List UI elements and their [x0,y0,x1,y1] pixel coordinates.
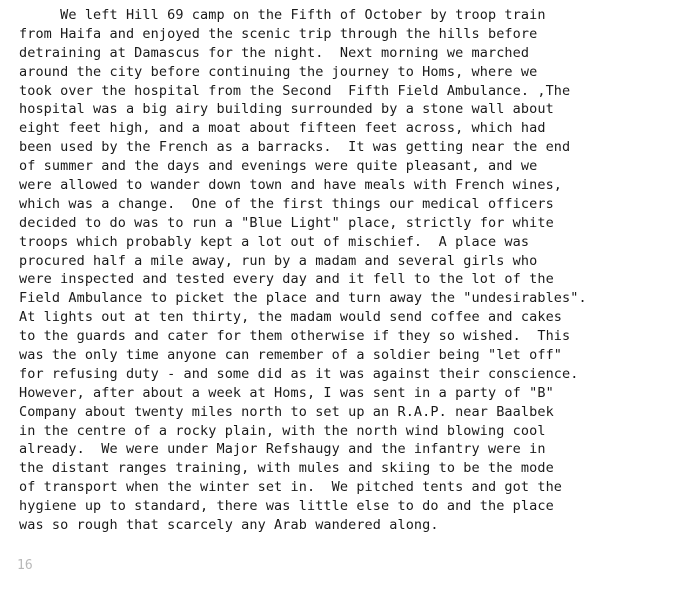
text-line: from Haifa and enjoyed the scenic trip through the hills before [19,25,538,42]
text-line: eight feet high, and a moat about fifteen feet across, which had [19,120,546,137]
text-line: around the city before continuing the journey to Homs, where we [19,63,538,80]
text-line: was so rough that scarcely any Arab wandered along. [19,517,439,534]
text-line: However, after about a week at Homs, I was sent in a party of "B" [19,384,554,401]
text-line: hygiene up to standard, there was little else to do and the place [19,498,554,515]
text-line: were inspected and tested every day and it fell to the lot of the [19,271,554,288]
text-line: Company about twenty miles north to set up an R.A.P. near Baalbek [19,403,554,420]
text-line: hospital was a big airy building surrounded by a stone wall about [19,101,554,118]
text-line: in the centre of a rocky plain, with the north wind blowing cool [19,422,546,439]
text-line: of summer and the days and evenings were quite pleasant, and we [19,158,538,175]
text-line: were allowed to wander down town and have meals with French wines, [19,177,563,194]
text-line: of transport when the winter set in. We pitched tents and got the [19,479,563,496]
text-line: already. We were under Major Refshaugy and the infantry were in [19,441,546,458]
body-text [19,6,699,535]
text-line: procured half a mile away, run by a madam and several girls who [19,252,538,269]
text-line: We left Hill 69 camp on the Fifth of October by troop train [19,7,546,23]
text-line: decided to do was to run a "Blue Light" place, strictly for white [19,214,554,231]
text-line: been used by the French as a barracks. It was getting near the end [19,139,571,156]
text-line: to the guards and cater for them otherwise if they so wished. This [19,328,571,345]
text-line: At lights out at ten thirty, the madam would send coffee and cakes [19,309,563,326]
text-line: Field Ambulance to picket the place and turn away the "undesirables". [19,290,587,307]
text-line: was the only time anyone can remember of a soldier being "let off" [19,347,563,364]
text-line: for refusing duty - and some did as it was against their conscience. [19,365,579,382]
page-number: 16 [17,558,33,573]
text-line: the distant ranges training, with mules and skiing to be the mode [19,460,554,477]
text-line: troops which probably kept a lot out of mischief. A place was [19,233,530,250]
text-line: detraining at Damascus for the night. Next morning we marched [19,44,530,61]
text-line: took over the hospital from the Second Fifth Field Ambulance. ,The [19,82,571,99]
text-line: which was a change. One of the first things our medical officers [19,195,554,212]
